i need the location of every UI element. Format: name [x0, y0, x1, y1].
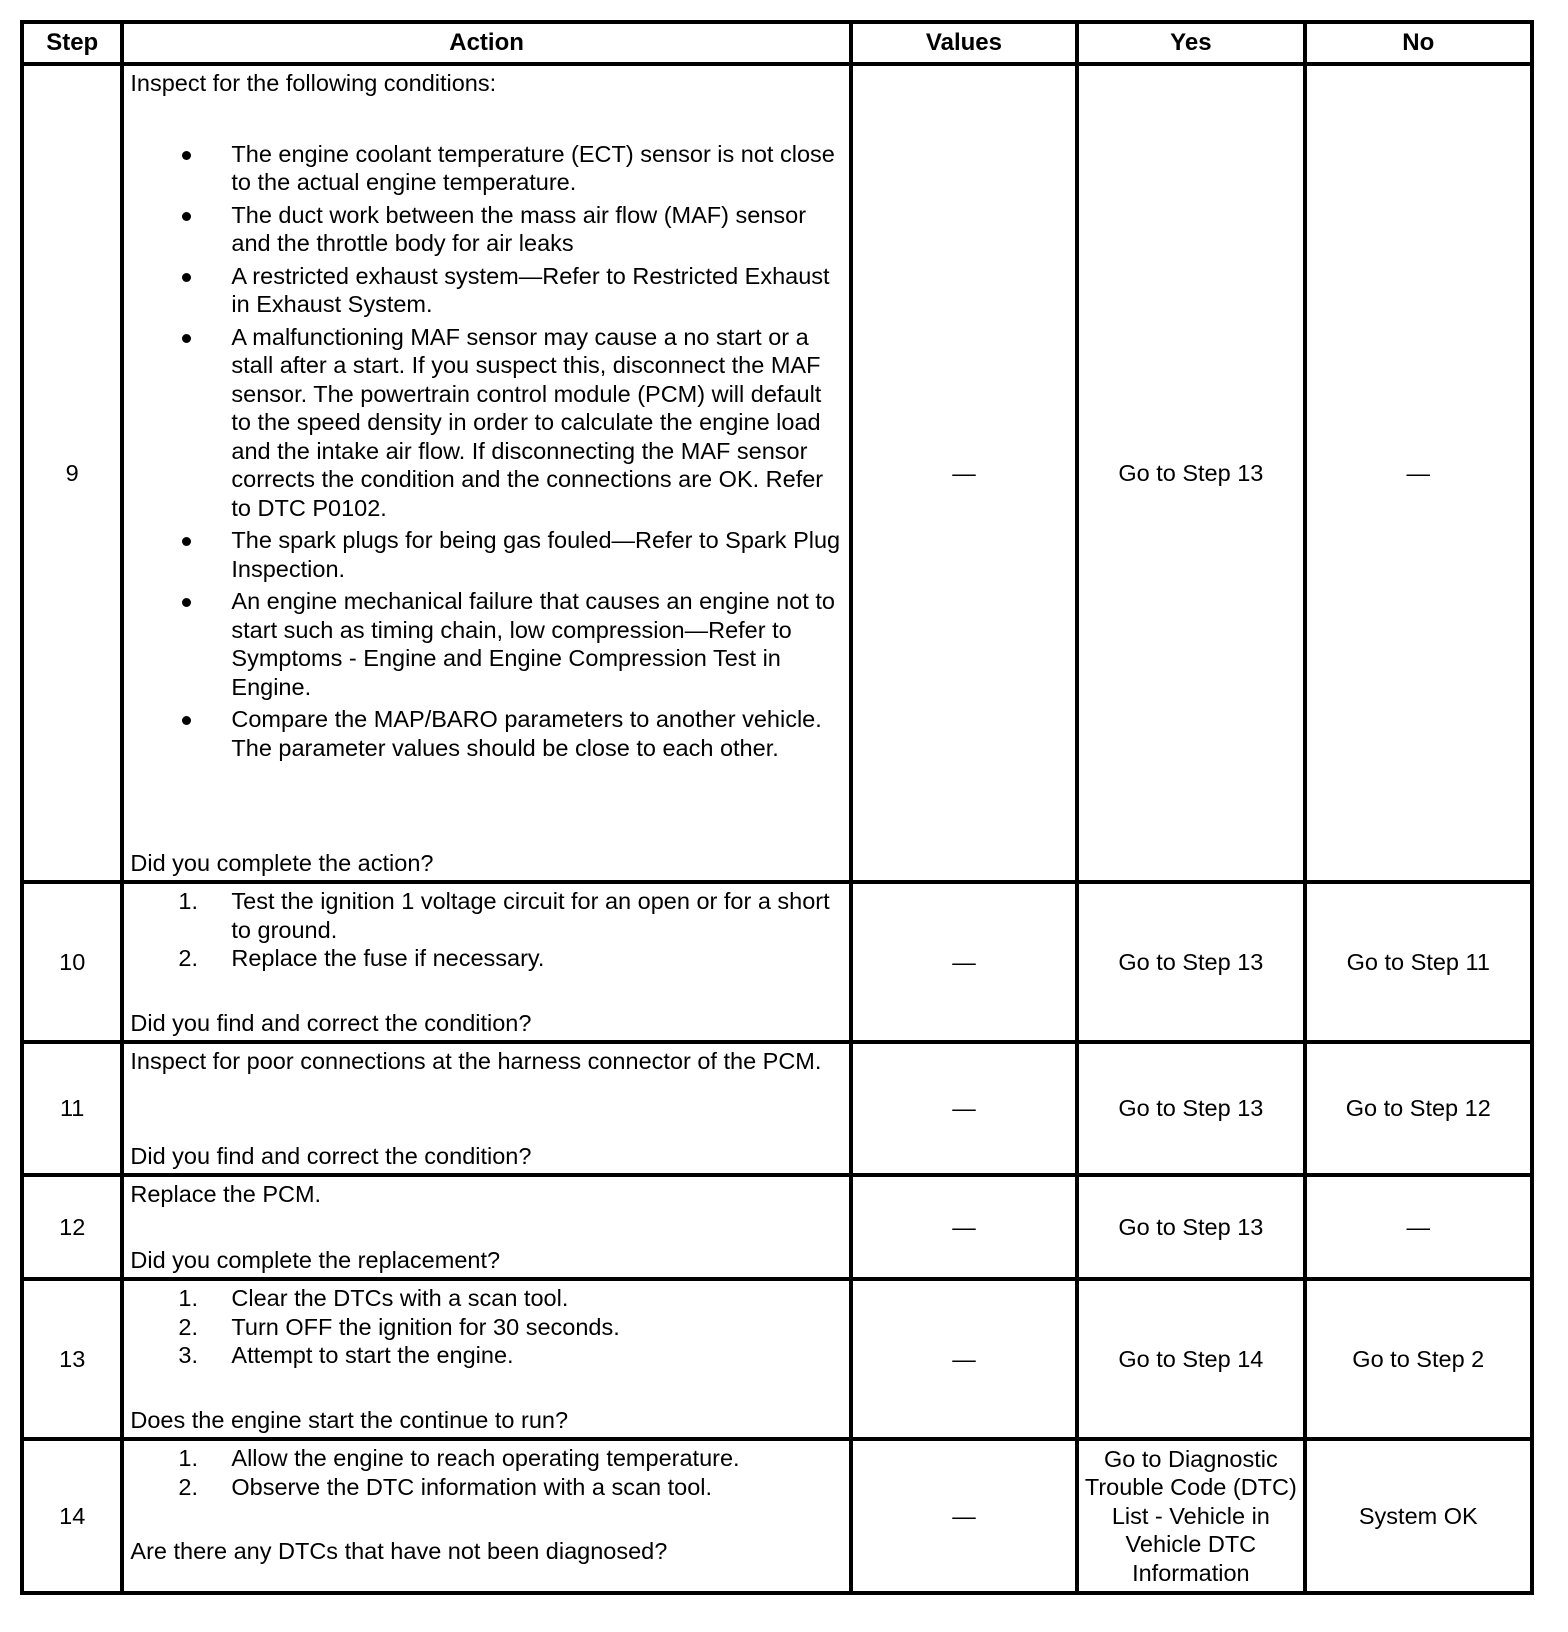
action-intro: Replace the PCM. [130, 1181, 322, 1207]
values-cell: — [851, 1175, 1077, 1279]
bullet-icon [182, 716, 191, 725]
yes-link[interactable]: Go to Diagnostic Trouble Code (DTC) List - Vehicle in Vehicle DTC Information [1077, 1439, 1304, 1593]
action-question: Did you complete the action? [130, 849, 434, 876]
values-cell: — [851, 1042, 1077, 1175]
values-cell: — [851, 1439, 1077, 1593]
no-value: — [1305, 64, 1532, 882]
no-link[interactable]: Go to Step 12 [1305, 1042, 1532, 1175]
list-item: 1. Test the ignition 1 voltage circuit for an open or for a short to ground. [178, 888, 830, 943]
list-item: Compare the MAP/BARO parameters to another vehicle. The parameter values should be close to each other. [130, 705, 842, 762]
step-number: 13 [22, 1279, 122, 1439]
list-item: 2. Observe the DTC information with a scan tool. [178, 1473, 713, 1500]
yes-link[interactable]: Go to Step 13 [1077, 64, 1304, 882]
action-question: Did you complete the replacement? [130, 1246, 501, 1273]
values-cell: — [851, 882, 1077, 1042]
step-number: 14 [22, 1439, 122, 1593]
condition-list [130, 140, 842, 763]
header-no: No [1305, 22, 1532, 64]
list-item: The engine coolant temperature (ECT) sensor is not close to the actual engine temperature. [130, 140, 842, 197]
table-row-step-9 [22, 64, 1532, 882]
yes-link[interactable]: Go to Step 13 [1077, 1042, 1304, 1175]
no-value: System OK [1305, 1439, 1532, 1593]
no-link[interactable]: Go to Step 11 [1305, 882, 1532, 1042]
list-item: 2. Turn OFF the ignition for 30 seconds. [178, 1313, 620, 1340]
list-item: A restricted exhaust system—Refer to Restricted Exhaust in Exhaust System. [130, 262, 842, 319]
action-question: Did you find and correct the condition? [130, 1142, 532, 1169]
bullet-icon [182, 598, 191, 607]
header-action: Action [122, 22, 850, 64]
action-cell [122, 1279, 850, 1439]
values-cell: — [851, 64, 1077, 882]
table-row-step-10 [22, 882, 1532, 1042]
no-value: — [1305, 1175, 1532, 1279]
action-intro: Inspect for poor connections at the harness connector of the PCM. [130, 1048, 822, 1074]
yes-link[interactable]: Go to Step 14 [1077, 1279, 1304, 1439]
step-number: 10 [22, 882, 122, 1042]
bullet-icon [182, 151, 191, 160]
list-item: 3. Attempt to start the engine. [178, 1342, 514, 1368]
diagnostic-table [20, 20, 1534, 1595]
list-item: A malfunctioning MAF sensor may cause a no start or a stall after a start. If you suspect this, disconnect the MAF sensor. The powertrain control module (PCM) will default to the speed density in order to calculate the engine load and the intake air flow. If disconnecting the MAF sensor corrects the condition and the connections are OK. Refer to DTC P0102. [130, 323, 842, 523]
values-cell: — [851, 1279, 1077, 1439]
list-item: The spark plugs for being gas fouled—Refer to Spark Plug Inspection. [130, 526, 842, 583]
step-number: 11 [22, 1042, 122, 1175]
header-yes: Yes [1077, 22, 1304, 64]
action-cell [122, 64, 850, 882]
header-row [22, 22, 1532, 64]
list-item: 2. Replace the fuse if necessary. [178, 945, 545, 971]
step-number: 12 [22, 1175, 122, 1279]
header-step: Step [22, 22, 122, 64]
bullet-icon [182, 334, 191, 343]
yes-link[interactable]: Go to Step 13 [1077, 1175, 1304, 1279]
table-row-step-14 [22, 1439, 1532, 1593]
header-values: Values [851, 22, 1077, 64]
action-cell [122, 882, 850, 1042]
table-row-step-13 [22, 1279, 1532, 1439]
list-item: 1. Clear the DTCs with a scan tool. [178, 1285, 569, 1311]
list-item: 1. Allow the engine to reach operating temperature. [178, 1445, 740, 1471]
bullet-icon [182, 273, 191, 282]
table-row-step-12 [22, 1175, 1532, 1279]
table-row-step-11 [22, 1042, 1532, 1175]
bullet-icon [182, 212, 191, 221]
procedure-list [130, 1284, 842, 1370]
action-cell [122, 1175, 850, 1279]
list-item: The duct work between the mass air flow (MAF) sensor and the throttle body for air leaks [130, 201, 842, 258]
action-question: Are there any DTCs that have not been diagnosed? [130, 1538, 668, 1564]
bullet-icon [182, 537, 191, 546]
procedure-list [130, 887, 842, 973]
action-question: Does the engine start the continue to run? [130, 1406, 569, 1433]
no-link[interactable]: Go to Step 2 [1305, 1279, 1532, 1439]
list-item: An engine mechanical failure that causes an engine not to start such as timing chain, low compression—Refer to Symptoms - Engine and Engine Compression Test in Engine. [130, 587, 842, 701]
action-cell [122, 1042, 850, 1175]
procedure-list [130, 1444, 842, 1501]
action-question: Did you find and correct the condition? [130, 1009, 532, 1036]
action-intro: Inspect for the following conditions: [130, 70, 497, 96]
step-number: 9 [22, 64, 122, 882]
yes-link[interactable]: Go to Step 13 [1077, 882, 1304, 1042]
action-cell [122, 1439, 850, 1593]
